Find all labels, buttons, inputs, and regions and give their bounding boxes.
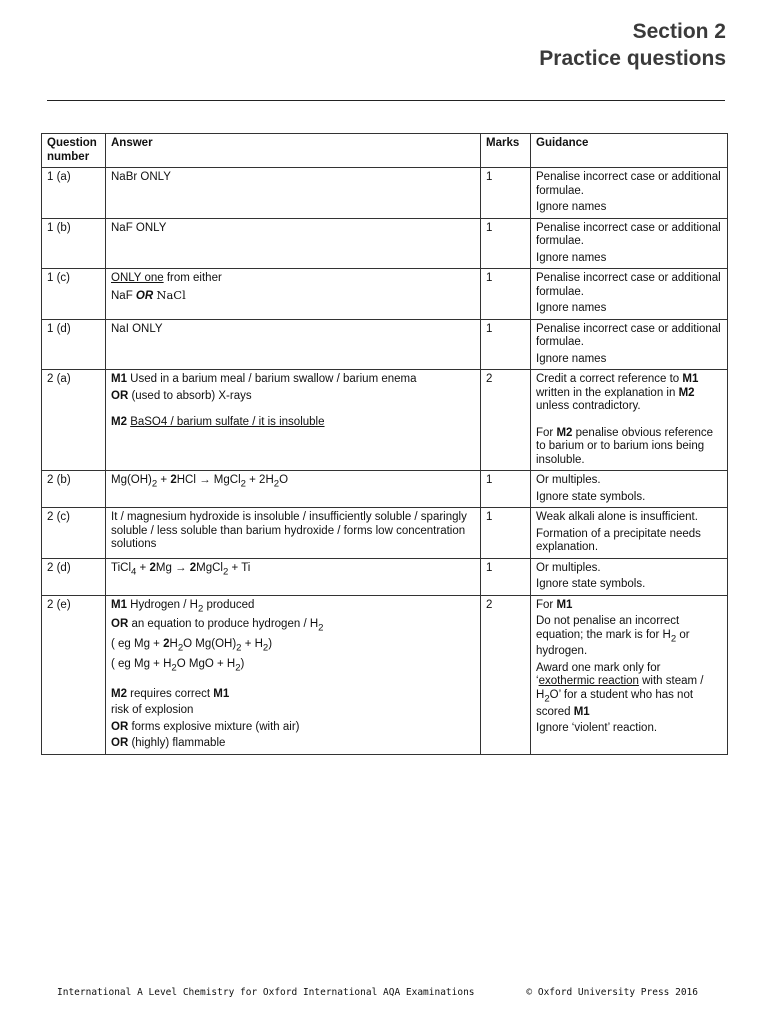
guidance-cell: Penalise incorrect case or additional formulae. Ignore names	[531, 168, 728, 219]
marks-cell: 1	[481, 168, 531, 219]
answer-cell: NaF ONLY	[106, 218, 481, 269]
question-number: 2 (a)	[42, 370, 106, 471]
footer-book-title: International A Level Chemistry for Oxford International AQA Examinations	[57, 987, 475, 998]
footer-copyright: © Oxford University Press 2016	[526, 987, 698, 998]
page-header	[539, 18, 726, 72]
table-row	[42, 269, 728, 320]
guidance-cell: For M1 Do not penalise an incorrect equation; the mark is for $H_2$ or hydrogen. Award one mark only for ‘exothermic reaction with steam / $H_2O$’ for a student who has not scored M1 Ignore ‘violent’ reaction.	[531, 595, 728, 754]
section-label: Section 2	[632, 20, 726, 43]
question-number: 2 (e)	[42, 595, 106, 754]
question-number: 1 (d)	[42, 319, 106, 370]
table-header-row	[42, 134, 728, 168]
question-number: 1 (c)	[42, 269, 106, 320]
answer-cell: ONLY one from either NaF OR NaCl	[106, 269, 481, 320]
table-row	[42, 370, 728, 471]
marks-cell: 1	[481, 269, 531, 320]
marks-cell: 2	[481, 595, 531, 754]
answer-cell: TiCl$_4$ + 2Mg → 2MgCl$_2$ + Ti	[106, 558, 481, 595]
page-title: Practice questions	[539, 47, 726, 70]
answer-cell: NaI ONLY	[106, 319, 481, 370]
table-row	[42, 319, 728, 370]
marks-cell: 1	[481, 319, 531, 370]
marks-cell: 1	[481, 471, 531, 508]
marks-cell: 1	[481, 508, 531, 559]
question-number: 1 (b)	[42, 218, 106, 269]
column-header-guidance: Guidance	[531, 134, 728, 168]
table-row	[42, 218, 728, 269]
marks-cell: 1	[481, 218, 531, 269]
guidance-cell: Weak alkali alone is insufficient. Formation of a precipitate needs explanation.	[531, 508, 728, 559]
question-number: 1 (a)	[42, 168, 106, 219]
guidance-cell: Penalise incorrect case or additional formulae. Ignore names	[531, 269, 728, 320]
table-row	[42, 508, 728, 559]
guidance-cell: Or multiples. Ignore state symbols.	[531, 558, 728, 595]
column-header-question: Question number	[42, 134, 106, 168]
header-divider	[47, 100, 725, 101]
mark-scheme-table	[41, 133, 728, 755]
table-row	[42, 558, 728, 595]
table-row	[42, 595, 728, 754]
table-row	[42, 168, 728, 219]
answer-cell: $Mg(OH)_2 + 2HCl$ → MgCl$_2$ + $2H_2O$	[106, 471, 481, 508]
answer-cell: M1 Used in a barium meal / barium swallow / barium enema OR (used to absorb) X-rays M2 BaSO4 / barium sulfate / it is insoluble	[106, 370, 481, 471]
guidance-cell: Credit a correct reference to M1 written in the explanation in M2 unless contradictory. For M2 penalise obvious reference to barium or to barium ions being insoluble.	[531, 370, 728, 471]
answer-cell: NaBr ONLY	[106, 168, 481, 219]
table-row	[42, 471, 728, 508]
column-header-answer: Answer	[106, 134, 481, 168]
question-number: 2 (b)	[42, 471, 106, 508]
question-number: 2 (c)	[42, 508, 106, 559]
guidance-cell: Penalise incorrect case or additional formulae. Ignore names	[531, 319, 728, 370]
column-header-marks: Marks	[481, 134, 531, 168]
question-number: 2 (d)	[42, 558, 106, 595]
guidance-cell: Or multiples. Ignore state symbols.	[531, 471, 728, 508]
marks-cell: 2	[481, 370, 531, 471]
answer-cell: It / magnesium hydroxide is insoluble / insufficiently soluble / sparingly soluble / less soluble than barium hydroxide / forms low concentration solutions	[106, 508, 481, 559]
answer-cell: M1 Hydrogen / $H_2$ produced OR an equation to produce hydrogen / $H_2$ ( eg $Mg + 2H_2O$ $Mg(OH)_2 + H_2$) ( eg $Mg + H_2O$ MgO + $H_2$) M2 requires correct M1 risk of explosion OR forms explosive mixture (with air) OR (highly) flammable	[106, 595, 481, 754]
guidance-cell: Penalise incorrect case or additional formulae. Ignore names	[531, 218, 728, 269]
marks-cell: 1	[481, 558, 531, 595]
